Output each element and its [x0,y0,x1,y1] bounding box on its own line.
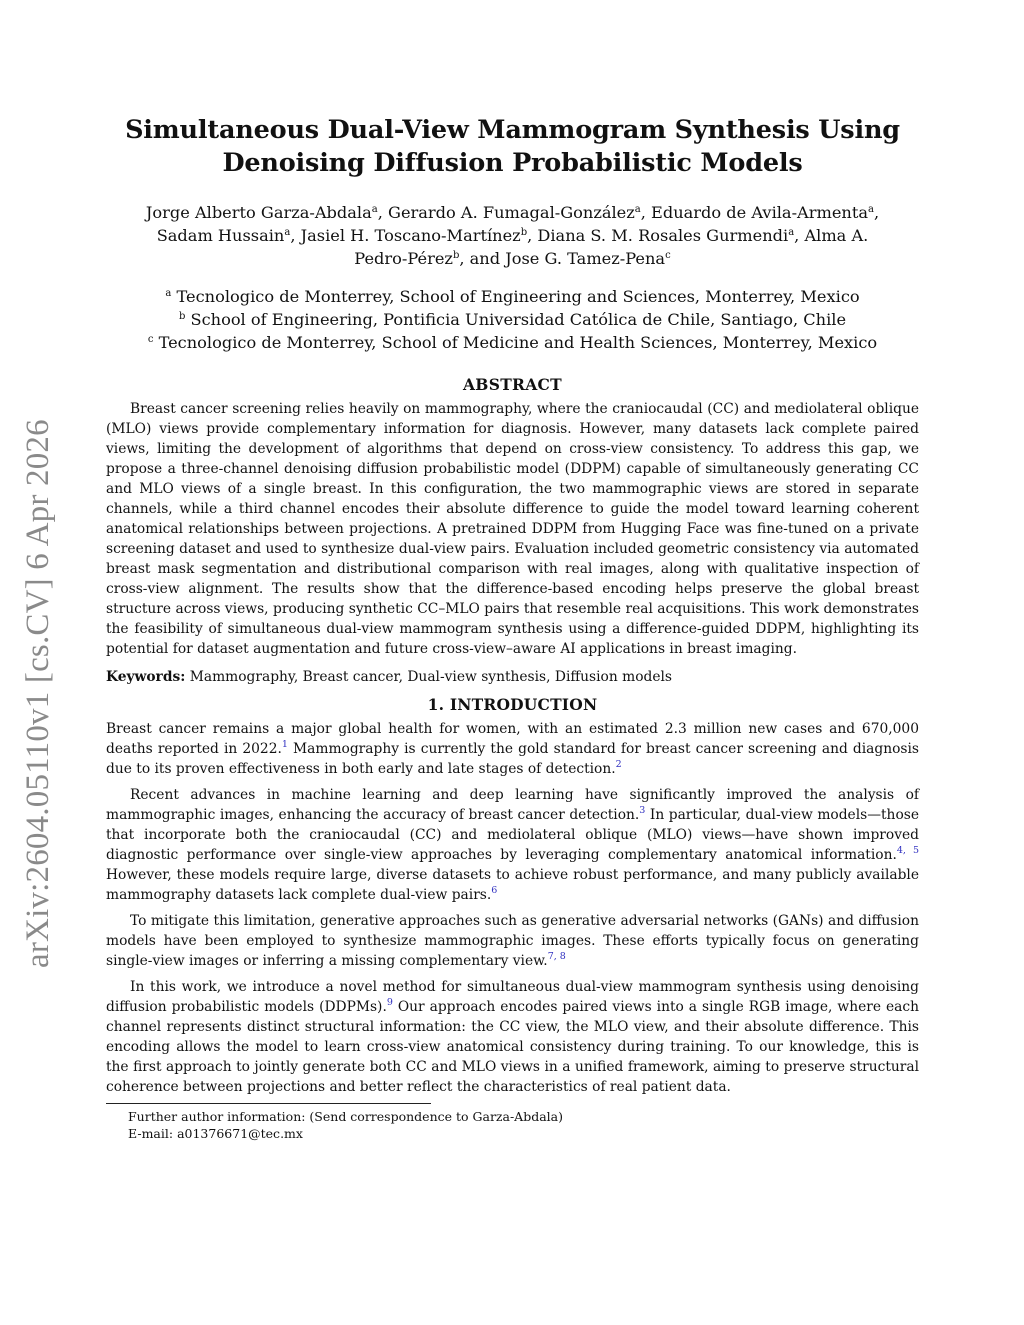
author-name: Jorge Alberto Garza-Abdala [145,203,372,222]
abstract-body: Breast cancer screening relies heavily on mammography, where the craniocaudal (CC) and mediolateral oblique (MLO) views provide complementary information for diagnosis. However, many datasets lack complete paired views, limiting the development of algorithms that depend on cross-view consistency. To address this gap, we propose a three-channel denoising diffusion probabilistic model (DDPM) capable of simultaneously generating CC and MLO views of a single breast. In this configuration, the two mammographic views are stored in separate channels, while a third channel encodes their absolute difference to guide the model toward learning coherent anatomical relationships between projections. A pretrained DDPM from Hugging Face was fine-tuned on a private screening dataset and used to synthesize dual-view pairs. Evaluation included geometric consistency via automated breast mask segmentation and distributional comparison with real images, along with qualitative inspection of cross-view alignment. The results show that the difference-based encoding helps preserve the global breast structure across views, producing synthetic CC–MLO pairs that resemble real acquisitions. This work demonstrates the feasibility of simultaneous dual-view mammogram synthesis using a difference-guided DDPM, highlighting its potential for dataset augmentation and future cross-view–aware AI applications in breast imaging. [106,401,919,657]
intro-paragraph-4 [106,977,919,1097]
affiliation-mark: b [452,250,460,261]
paper-title [106,114,919,180]
citation-link[interactable]: 6 [491,885,498,896]
paragraph-text: Our approach encodes paired views into a single RGB image, where each channel represents distinct structural information: the CC view, the MLO view, and their absolute difference. This encoding allows the model to learn cross-view anatomical consistency during training. To our knowledge, this is the first approach to jointly generate both CC and MLO views in a unified framework, aiming to preserve structural coherence between projections and better reflect the characteristics of real patient data. [106,999,919,1095]
affiliation-mark: a [867,204,874,215]
citation-link[interactable]: 7, 8 [547,951,566,962]
abstract-heading: ABSTRACT [462,375,563,394]
paragraph-text: Recent advances in machine learning and deep learning have significantly improved the analysis of mammographic images, enhancing the accuracy of breast cancer detection. [106,787,919,823]
citation-link[interactable]: 9 [386,997,393,1008]
title-line-1: Simultaneous Dual-View Mammogram Synthesis Using [125,115,900,145]
affiliation-mark: a [634,204,641,215]
author-name: , Diana S. M. Rosales Gurmendi [527,226,789,245]
footnote-email: E-mail: a01376671@tec.mx [128,1126,303,1141]
author-line-3 [106,247,919,270]
affiliation-a [106,285,919,308]
keywords-label: Keywords: [106,669,186,685]
author-name: , Jasiel H. Toscano-Martínez [290,226,521,245]
author-name: Pedro-Pérez [354,249,453,268]
affiliation-mark: c [147,334,154,345]
paragraph-text: In particular, dual-view models—those that incorporate both the craniocaudal (CC) and mediolateral oblique (MLO) views—have shown improved diagnostic performance over single-view approaches by leveraging complementary anatomical information. [106,807,919,863]
footnote-divider [106,1103,431,1104]
author-separator: , [873,203,880,222]
author-line-1 [106,201,919,224]
citation-link[interactable]: 1 [281,739,288,750]
affiliation-c [106,331,919,354]
affiliation-b [106,308,919,331]
affiliations [106,285,919,354]
arxiv-identifier-stamp: arXiv:2604.05110v1 [cs.CV] 6 Apr 2026 [20,419,56,968]
paragraph-text: To mitigate this limitation, generative approaches such as generative adversarial networks (GANs) and diffusion models have been employed to synthesize mammographic images. These efforts typically focus on generating single-view images or inferring a missing complementary view. [106,913,919,969]
keywords [106,667,919,687]
intro-paragraph-3 [106,911,919,971]
paragraph-text: However, these models require large, diverse datasets to achieve robust performance, and many publicly available mammography datasets lack complete dual-view pairs. [106,867,919,903]
author-name: , and Jose G. Tamez-Pena [459,249,666,268]
affiliation-mark: a [788,227,795,238]
affiliation-mark: a [165,288,172,299]
affiliation-text: School of Engineering, Pontificia Universidad Católica de Chile, Santiago, Chile [185,310,847,329]
author-name: Sadam Hussain [156,226,285,245]
affiliation-mark: a [371,204,378,215]
section-heading-introduction: 1. INTRODUCTION [427,695,598,714]
author-name: , Gerardo A. Fumagal-González [377,203,635,222]
citation-link[interactable]: 2 [615,759,622,770]
affiliation-mark: b [520,227,528,238]
author-list [106,201,919,270]
author-name: , Alma A. [794,226,869,245]
author-line-2 [106,224,919,247]
citation-link[interactable]: 3 [639,805,646,816]
footnote-line-1: Further author information: (Send correspondence to Garza-Abdala) [128,1109,563,1124]
paragraph-text: Breast cancer remains a major global health for women, with an estimated 2.3 million new cases and 670,000 deaths reported in 2022. [106,721,919,757]
author-name: , Eduardo de Avila-Armenta [640,203,868,222]
intro-paragraph-1 [106,719,919,779]
paragraph-text: Mammography is currently the gold standard for breast cancer screening and diagnosis due to its proven effectiveness in both early and late stages of detection. [106,741,919,777]
affiliation-mark: b [178,311,186,322]
intro-paragraph-2 [106,785,919,905]
affiliation-mark: c [665,250,671,261]
paper-content [106,112,919,1142]
affiliation-mark: a [284,227,291,238]
title-line-2: Denoising Diffusion Probabilistic Models [222,148,803,178]
footnote [128,1108,919,1142]
paragraph-text: In this work, we introduce a novel method for simultaneous dual-view mammogram synthesis using denoising diffusion probabilistic models (DDPMs). [106,979,919,1015]
affiliation-text: Tecnologico de Monterrey, School of Medicine and Health Sciences, Monterrey, Mexico [153,333,878,352]
citation-link[interactable]: 4, 5 [896,845,919,856]
affiliation-text: Tecnologico de Monterrey, School of Engineering and Sciences, Monterrey, Mexico [171,287,860,306]
keywords-text: Mammography, Breast cancer, Dual-view synthesis, Diffusion models [185,669,672,685]
